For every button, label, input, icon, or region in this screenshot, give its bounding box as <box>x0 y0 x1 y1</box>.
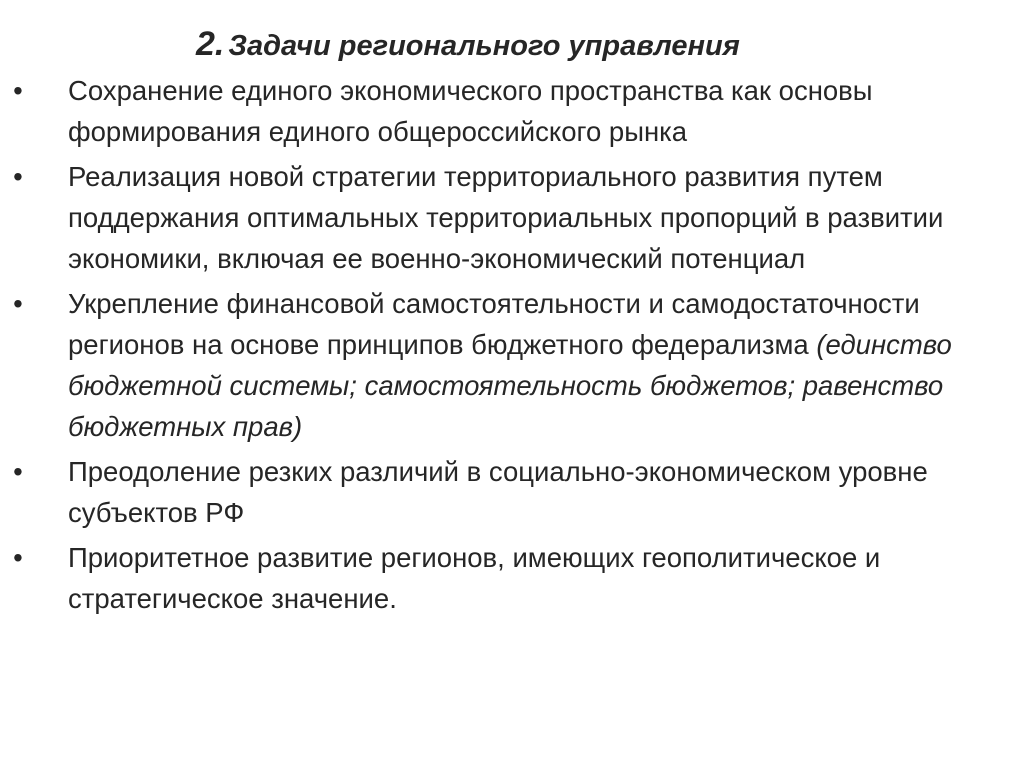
list-item <box>0 283 1024 447</box>
list-item <box>0 537 1024 619</box>
item-text: Укрепление финансовой самостоятельности и самодостаточности регионов на основе принципов бюджетного федерализма <box>68 288 920 360</box>
bullet-icon: • <box>13 75 23 106</box>
bullet-icon: • <box>13 542 23 573</box>
item-text: Преодоление резких различий в социально-экономическом уровне субъектов РФ <box>68 456 928 528</box>
item-text: Приоритетное развитие регионов, имеющих геополитическое и стратегическое значение. <box>68 542 881 614</box>
title-text: Задачи регионального управления <box>228 30 740 62</box>
task-list <box>0 70 1024 619</box>
list-item <box>0 156 1024 279</box>
bullet-icon: • <box>13 456 23 487</box>
list-item <box>0 70 1024 152</box>
item-text: Сохранение единого экономического пространства как основы формирования единого общероссийского рынка <box>68 75 873 147</box>
bullet-icon: • <box>13 161 23 192</box>
list-item <box>0 451 1024 533</box>
title-number: 2. <box>196 25 225 63</box>
item-italic-text: (единство бюджетной системы; самостоятельность бюджетов; равенство бюджетных прав) <box>68 329 952 442</box>
slide-title <box>196 24 740 66</box>
item-text: Реализация новой стратегии территориального развития путем поддержания оптимальных территориальных пропорций в развитии экономики, включая ее военно-экономический потенциал <box>68 161 944 274</box>
bullet-icon: • <box>13 288 23 319</box>
